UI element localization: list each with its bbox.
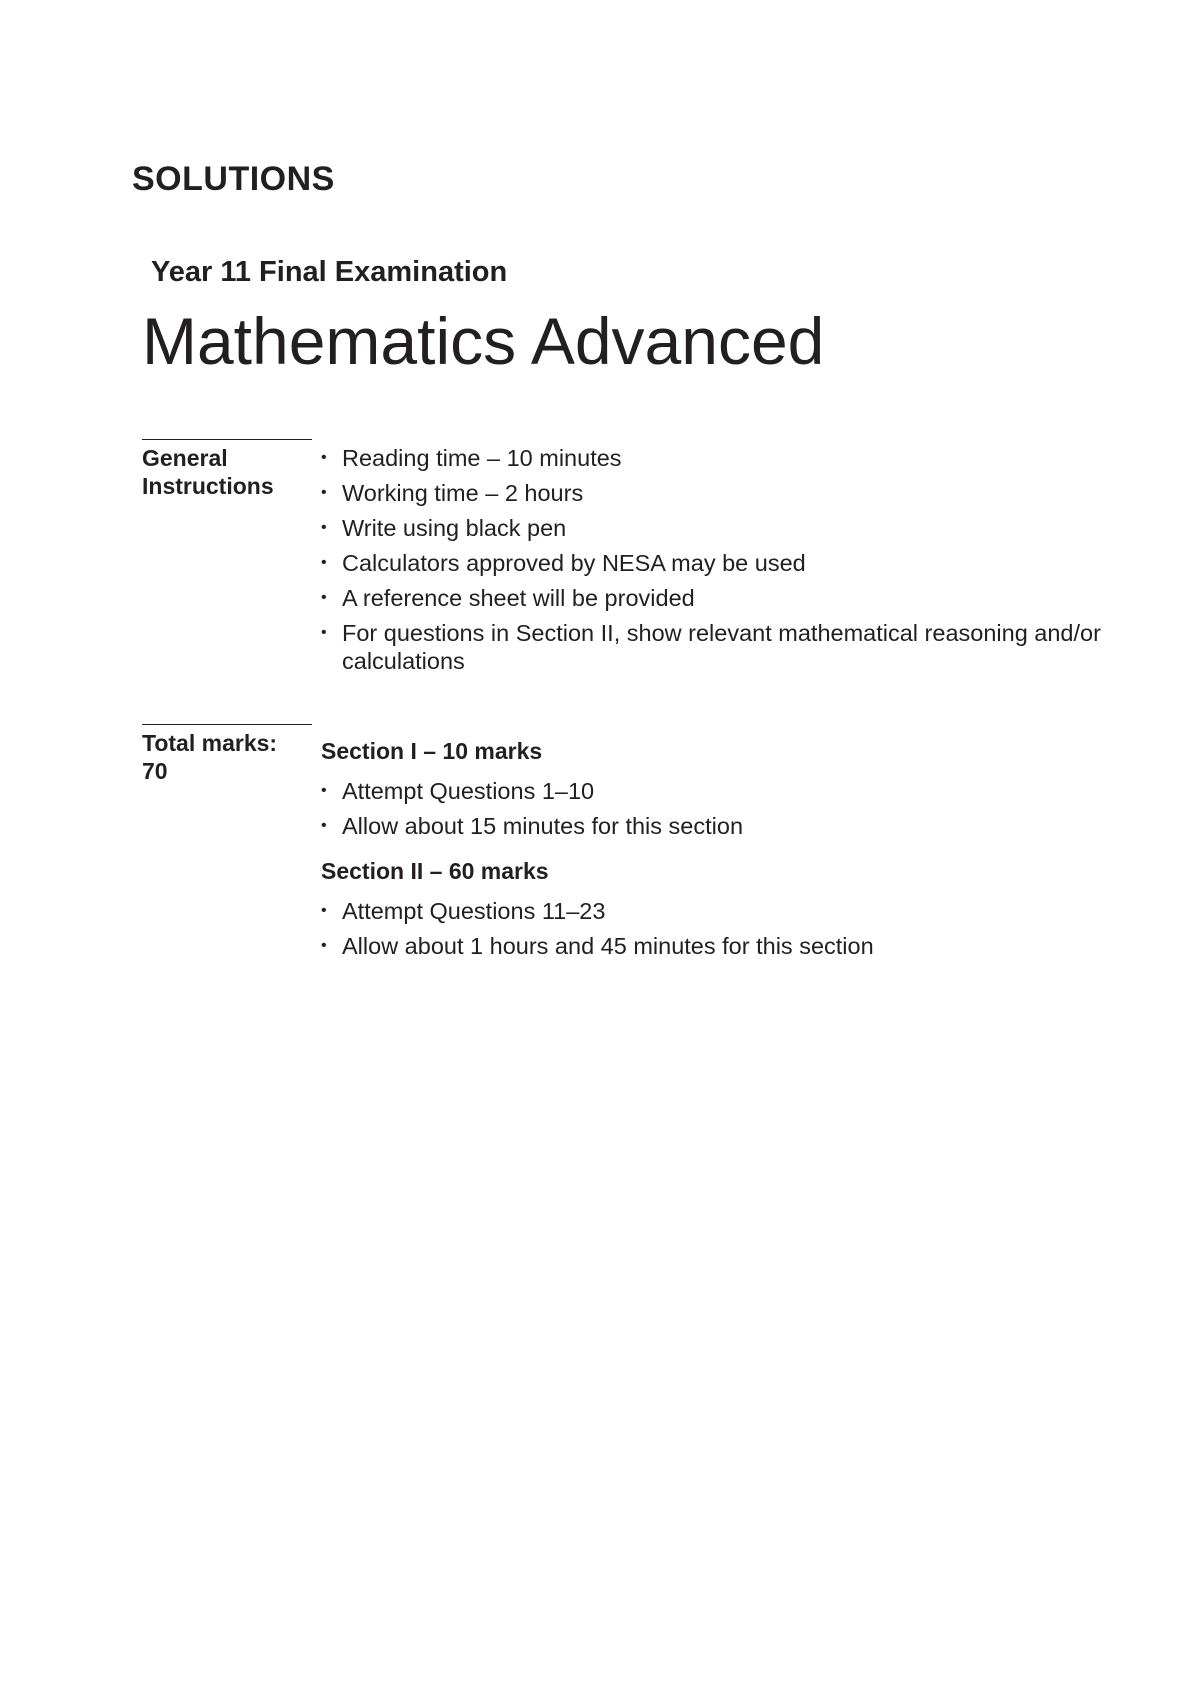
section-one-heading: Section I – 10 marks [321,738,543,764]
section-one [321,737,1101,840]
instruction-item: • A reference sheet will be provided [321,584,1101,612]
general-instructions-list [321,444,1101,675]
section-two [321,857,1101,960]
instruction-item: • Calculators approved by NESA may be used [321,549,1101,577]
instruction-item: • For questions in Section II, show relevant mathematical reasoning and/or calculations [321,619,1101,675]
section-two-list [321,897,1101,960]
section-item: • Allow about 15 minutes for this section [321,812,1101,840]
instruction-item: • Reading time – 10 minutes [321,444,1101,472]
instruction-item: • Write using black pen [321,514,1101,542]
total-marks-value: 70 [142,758,168,784]
exam-title: Mathematics Advanced [142,304,825,378]
total-marks-label [142,724,312,785]
section-one-list [321,777,1101,840]
section-two-heading: Section II – 60 marks [321,858,549,884]
general-instructions-label-line2: Instructions [142,473,274,499]
section-item: • Attempt Questions 11–23 [321,897,1101,925]
instruction-item: • Working time – 2 hours [321,479,1101,507]
section-item: • Allow about 1 hours and 45 minutes for this section [321,932,1101,960]
general-instructions-content [321,444,1101,682]
general-instructions-label [142,439,312,500]
solutions-label: SOLUTIONS [132,160,335,198]
exam-subtitle: Year 11 Final Examination [151,256,508,288]
total-marks-label-line1: Total marks: [142,730,278,756]
general-instructions-label-line1: General [142,445,228,471]
total-marks-content [321,737,1101,967]
section-item: • Attempt Questions 1–10 [321,777,1101,805]
